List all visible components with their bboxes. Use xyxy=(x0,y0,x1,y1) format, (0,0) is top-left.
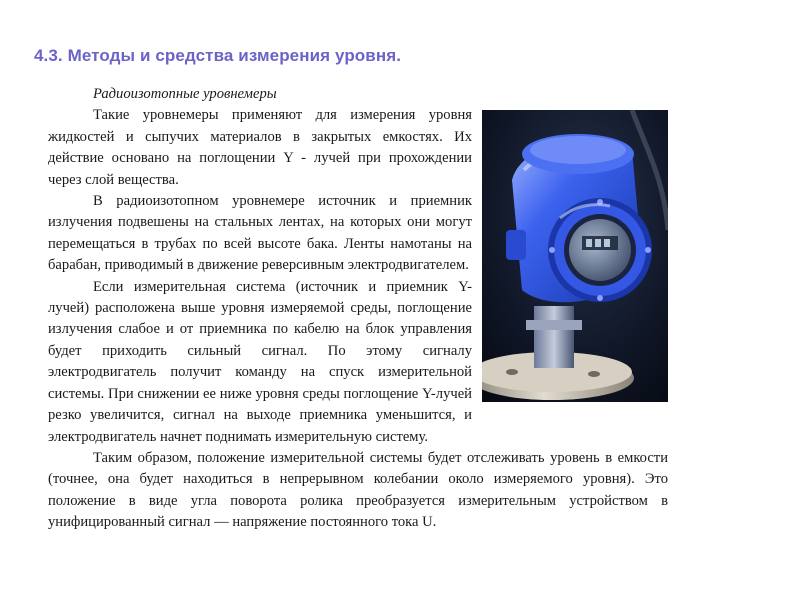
level-gauge-photo xyxy=(482,110,668,402)
document-body xyxy=(48,84,668,534)
slide-title: 4.3. Методы и средства измерения уровня. xyxy=(34,46,402,65)
paragraph-construction: В радиоизотопном уровнемере источник и приемник излучения подвешены на стальных лентах, на которых они могут перемещаться в трубах по всей высоте бака. Ленты намотаны на барабан, приводимый в движение реверсивным электродвигателем. xyxy=(48,193,472,274)
level-gauge-illustration xyxy=(482,110,668,402)
paragraph-conclusion: Таким образом, положение измерительной системы будет отслеживать уровень в емкости (точнее, она будет находиться в непрерывном колебании около измеряемого уровня). Это положение в виде угла поворота ролика преобразуется измерительным устройством в унифицированный сигнал — напряжение постоянного тока U. xyxy=(48,449,668,531)
paragraph-purpose: Такие уровнемеры применяют для измерения уровня жидкостей и сыпучих материалов в закрытых емкостях. Их действие основано на поглощении Y - лучей при прохождении через слой вещества. xyxy=(48,107,472,188)
section-heading: Радиоизотопные уровнемеры xyxy=(93,86,277,102)
paragraph-operation: Если измерительная система (источник и приемник Y-лучей) расположена выше уровня измеряемой среды, поглощение излучения слабое и от приемника по кабелю на блок управления будет приходить сильный сигнал. По этому сигналу электродвигатель получит команду на спуск измерительной системы. При снижении ее ниже уровня среды поглощение Y-лучей резко увеличится, сигнал на выходе приемника уменьшится, и электродвигатель начнет поднимать измерительную систему. xyxy=(48,278,472,445)
